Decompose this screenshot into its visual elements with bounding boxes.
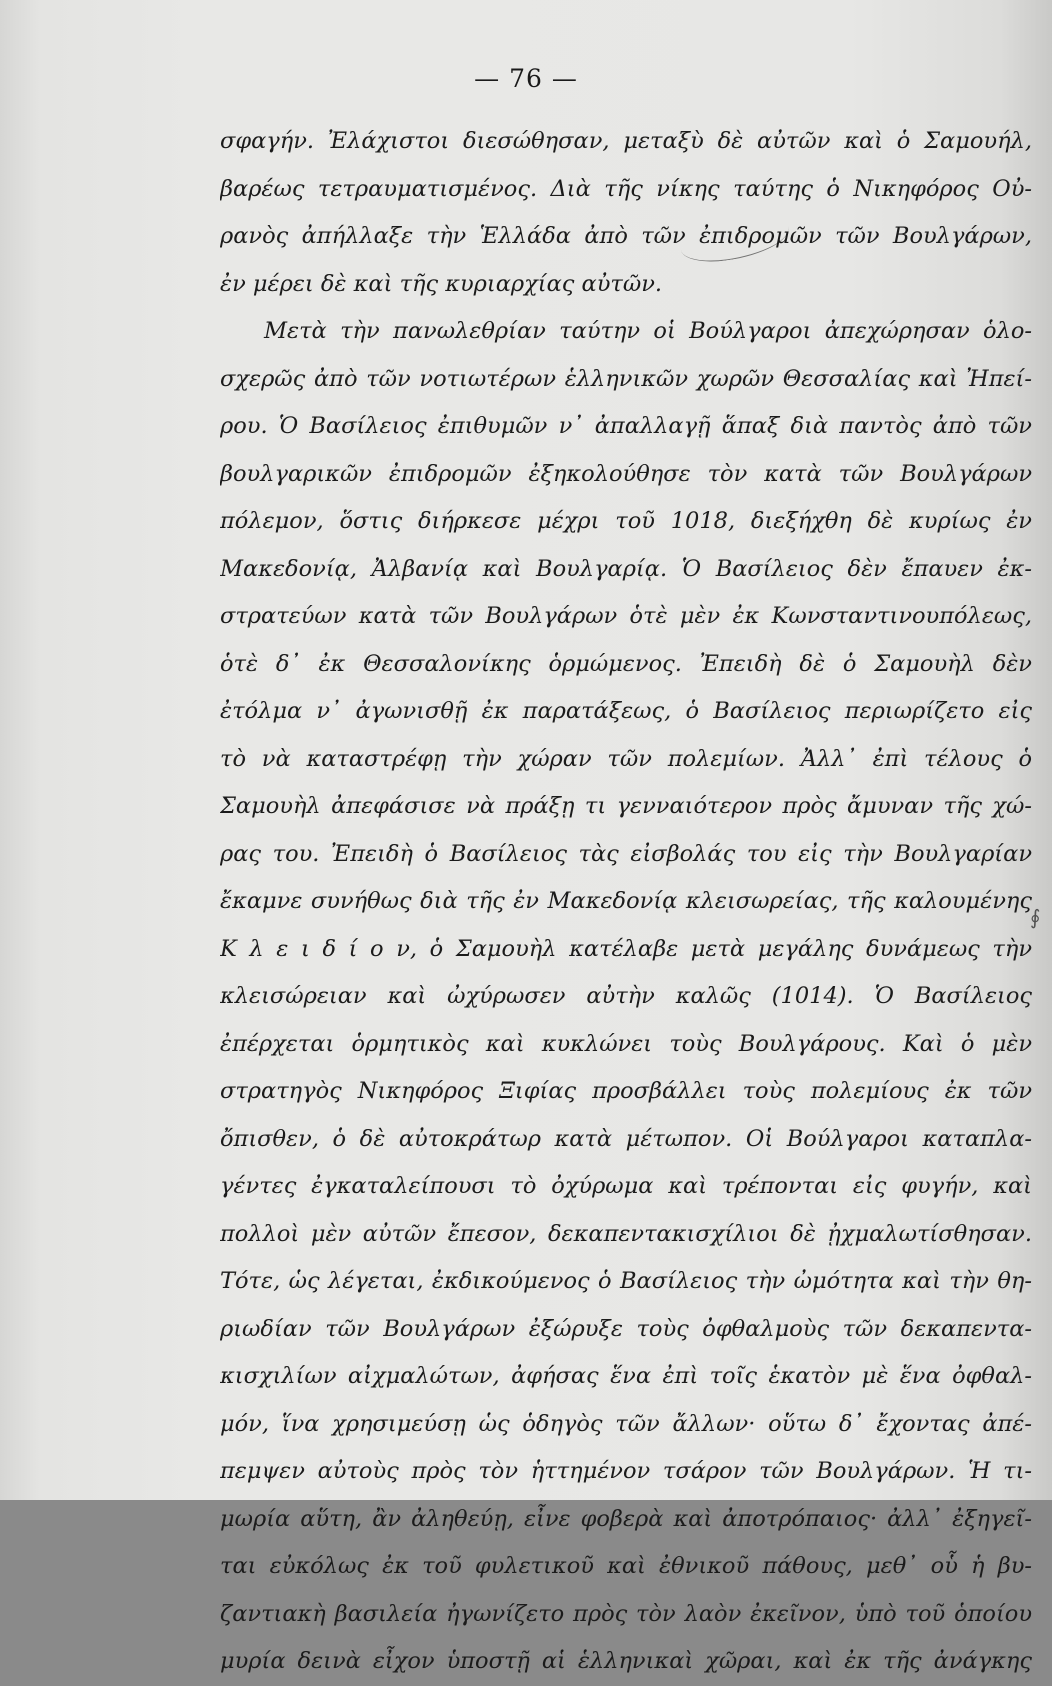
text-line: ἐτόλμα ν᾿ ἀγωνισθῇ ἐκ παρατάξεως, ὁ Βασίλειος περιωρίζετο εἰς	[220, 698, 1032, 724]
text-line: μωρία αὕτη, ἂν ἀληθεύῃ, εἶνε φοβερὰ καὶ ἀποτρόπαιος· ἀλλ᾿ ἐξηγεῖ-	[220, 1505, 1032, 1532]
text-line: μυρία δεινὰ εἶχον ὑποστῇ αἱ ἑλληνικαὶ χῶραι, καὶ ἐκ τῆς ἀνάγκης	[220, 1648, 1032, 1674]
text-line: σχερῶς ἀπὸ τῶν νοτιωτέρων ἑλληνικῶν χωρῶν Θεσσαλίας καὶ Ἠπεί-	[220, 365, 1032, 392]
text-line: ριωδίαν τῶν Βουλγάρων ἐξώρυξε τοὺς ὀφθαλμοὺς τῶν δεκαπεντα-	[220, 1315, 1032, 1342]
text-line: Μακεδονίᾳ, Ἀλβανίᾳ καὶ Βουλγαρίᾳ. Ὁ Βασίλειος δὲν ἔπαυεν ἐκ-	[220, 555, 1032, 582]
text-line: πολλοὶ μὲν αὐτῶν ἔπεσον, δεκαπεντακισχίλιοι δὲ ᾐχμαλωτίσθησαν.	[220, 1220, 1032, 1247]
text-line: σφαγήν. Ἐλάχιστοι διεσώθησαν, μεταξὺ δὲ αὐτῶν καὶ ὁ Σαμουήλ,	[220, 128, 1032, 154]
text-line: ρας του. Ἐπειδὴ ὁ Βασίλειος τὰς εἰσβολάς του εἰς τὴν Βουλγαρίαν	[220, 840, 1032, 867]
text-line: τὸ νὰ καταστρέφῃ τὴν χώραν τῶν πολεμίων. Ἀλλ᾿ ἐπὶ τέλους ὁ	[220, 745, 1032, 772]
text-line: ὄπισθεν, ὁ δὲ αὐτοκράτωρ κατὰ μέτωπον. Οἱ Βούλγαροι καταπλα-	[220, 1125, 1032, 1152]
text-line: πεμψεν αὐτοὺς πρὸς τὸν ἡττημένον τσάρον τῶν Βουλγάρων. Ἡ τι-	[220, 1458, 1032, 1484]
text-line: ἐν μέρει δὲ καὶ τῆς κυριαρχίας αὐτῶν.	[220, 270, 663, 297]
text-line: ρου. Ὁ Βασίλειος ἐπιθυμῶν ν᾿ ἀπαλλαγῇ ἅπαξ διὰ παντὸς ἀπὸ τῶν	[220, 413, 1032, 439]
text-line: βουλγαρικῶν ἐπιδρομῶν ἐξηκολούθησε τὸν κατὰ τῶν Βουλγάρων	[220, 460, 1032, 487]
text-line: στρατεύων κατὰ τῶν Βουλγάρων ὁτὲ μὲν ἐκ Κωνσταντινουπόλεως,	[220, 603, 1032, 629]
text-line: ρανὸς ἀπήλλαξε τὴν Ἑλλάδα ἀπὸ τῶν ἐπιδρομῶν τῶν Βουλγάρων,	[220, 223, 1032, 249]
text-line: μόν, ἵνα χρησιμεύσῃ ὡς ὁδηγὸς τῶν ἄλλων· οὕτω δ᾿ ἔχοντας ἀπέ-	[220, 1410, 1032, 1437]
text-line: ἐπέρχεται ὁρμητικὸς καὶ κυκλώνει τοὺς Βουλγάρους. Καὶ ὁ μὲν	[220, 1030, 1032, 1057]
page-number: — 76 —	[474, 64, 578, 93]
text-line: Μετὰ τὴν πανωλεθρίαν ταύτην οἱ Βούλγαροι ἀπεχώρησαν ὁλο-	[264, 318, 1032, 344]
text-line: ἔκαμνε συνήθως διὰ τῆς ἐν Μακεδονίᾳ κλεισωρείας, τῆς καλουμένης	[220, 888, 1032, 914]
text-line: κλεισώρειαν καὶ ὠχύρωσεν αὐτὴν καλῶς (1014). Ὁ Βασίλειος	[220, 983, 1032, 1009]
text-line: Σαμουὴλ ἀπεφάσισε νὰ πράξῃ τι γενναιότερον πρὸς ἄμυναν τῆς χώ-	[220, 793, 1032, 819]
text-line: ται εὐκόλως ἐκ τοῦ φυλετικοῦ καὶ ἐθνικοῦ πάθους, μεθ᾿ οὗ ἡ βυ-	[220, 1553, 1032, 1579]
text-line: κισχιλίων αἰχμαλώτων, ἀφήσας ἕνα ἐπὶ τοῖς ἑκατὸν μὲ ἕνα ὀφθαλ-	[220, 1363, 1032, 1389]
text-line: Τότε, ὡς λέγεται, ἐκδικούμενος ὁ Βασίλειος τὴν ὠμότητα καὶ τὴν θη-	[220, 1268, 1032, 1294]
body-text	[220, 118, 1032, 1686]
text-line: γέντες ἐγκαταλείπουσι τὸ ὀχύρωμα καὶ τρέπονται εἰς φυγήν, καὶ	[220, 1173, 1032, 1199]
text-line: στρατηγὸς Νικηφόρος Ξιφίας προσβάλλει τοὺς πολεμίους ἐκ τῶν	[220, 1078, 1032, 1104]
margin-annotation-mark: ∮	[1030, 905, 1041, 929]
text-line: πόλεμον, ὅστις διήρκεσε μέχρι τοῦ 1018, διεξήχθη δὲ κυρίως ἐν	[220, 508, 1032, 534]
text-line: ὁτὲ δ᾿ ἐκ Θεσσαλονίκης ὁρμώμενος. Ἐπειδὴ δὲ ὁ Σαμουὴλ δὲν	[220, 650, 1032, 677]
text-line: βαρέως τετραυματισμένος. Διὰ τῆς νίκης ταύτης ὁ Νικηφόρος Οὐ-	[220, 175, 1032, 202]
text-line: ζαντιακὴ βασιλεία ἠγωνίζετο πρὸς τὸν λαὸν ἐκεῖνον, ὑπὸ τοῦ ὁποίου	[220, 1600, 1032, 1627]
text-line: Κ λ ε ι δ ί ο ν, ὁ Σαμουὴλ κατέλαβε μετὰ μεγάλης δυνάμεως τὴν	[220, 935, 1032, 962]
